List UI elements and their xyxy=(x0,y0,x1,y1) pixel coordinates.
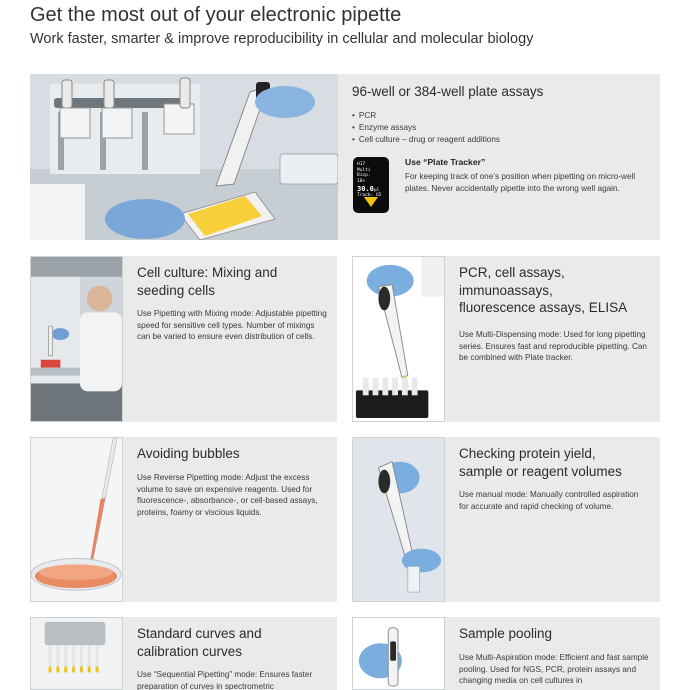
card-title: Sample pooling xyxy=(459,626,553,641)
display-line: H17 xyxy=(357,162,366,167)
photo-multichannel-pipettes-plate xyxy=(30,74,338,240)
title-line: Checking protein yield, xyxy=(459,446,596,461)
card-title: Avoiding bubbles xyxy=(137,446,240,461)
page-subtitle: Work faster, smarter & improve reproducibility in cellular and molecular biology xyxy=(30,31,534,47)
card-title xyxy=(137,625,262,660)
title-line: immunoassays, xyxy=(459,282,553,298)
card-protein-yield xyxy=(352,437,660,602)
card-body: Use “Sequential Pipetting” mode: Ensures faster preparation of curves in spectrometric xyxy=(137,670,313,690)
photo-pipette-tubes xyxy=(352,256,445,422)
bullet-item: • Cell culture – drug or reagent additions xyxy=(352,134,500,146)
tracker-screen xyxy=(357,162,385,199)
title-line: sample or reagent volumes xyxy=(459,463,622,479)
card-body: Use Multi-Dispensing mode: Used for long pipetting series. Ensures fast and reproducible pipetting. Can be combined with Plate tracker. xyxy=(459,330,647,363)
card-body: Use manual mode: Manually controlled aspiration for accurate and rapid checking of volume. xyxy=(459,490,639,511)
card-title: 96-well or 384-well plate assays xyxy=(352,84,544,99)
tracker-arrow-icon xyxy=(364,197,378,207)
card-cell-culture xyxy=(30,256,337,422)
card-standard-curves xyxy=(30,617,337,690)
title-line: seeding cells xyxy=(137,282,216,298)
title-line: Standard curves and xyxy=(137,626,262,641)
tracker-title: Use “Plate Tracker” xyxy=(405,157,486,167)
photo-pipette-gloves xyxy=(352,437,445,602)
title-line: PCR, cell assays, xyxy=(459,265,565,280)
display-line: Multi Disp. xyxy=(357,167,371,179)
card-body: Use Multi-Aspiration mode: Efficient and fast sample pooling. Used for NGS, PCR, protein assays and changing media on cell cultures in xyxy=(459,653,649,686)
card-title xyxy=(137,264,277,299)
card-title xyxy=(459,264,627,317)
plate-tracker-display-icon xyxy=(353,157,389,213)
display-unit: µl xyxy=(373,187,380,193)
card-sample-pooling xyxy=(352,617,660,690)
bullet-item: • Enzyme assays xyxy=(352,122,500,134)
card-avoiding-bubbles xyxy=(30,437,337,602)
display-line: G5 xyxy=(375,193,382,199)
photo-pipette-hand xyxy=(352,617,445,690)
plate-bullets xyxy=(352,110,500,146)
card-plate-assays xyxy=(30,74,660,240)
card-body: Use Reverse Pipetting mode: Adjust the excess volume to save on expensive reagents. Used for fluorescence-, absorbance-, or cell-based assays, proteins, foamy or viscious liquids. xyxy=(137,473,318,517)
bullet-item: • PCR xyxy=(352,110,500,122)
page-title: Get the most out of your electronic pipette xyxy=(30,4,402,26)
title-line: calibration curves xyxy=(137,643,243,659)
display-line: 10× xyxy=(357,178,366,184)
tracker-description: For keeping track of one’s position when pipetting on micro-well plates. Never accidentally pipette into the wrong well again. xyxy=(405,172,636,193)
display-line: Track: xyxy=(357,193,374,199)
title-line: fluorescence assays, ELISA xyxy=(459,300,628,316)
card-body: Use Pipetting with Mixing mode: Adjustable pipetting speed for sensitive cell types. Number of mixings can be varied to ensure even distribution of cells. xyxy=(137,309,327,342)
photo-petri-dish xyxy=(30,437,123,602)
photo-multichannel-tips xyxy=(30,617,123,690)
display-value: 30.0 xyxy=(357,184,374,193)
title-line: Cell culture: Mixing and xyxy=(137,265,278,280)
card-title xyxy=(459,445,622,480)
photo-scientist-hood xyxy=(30,256,123,422)
card-pcr-assays xyxy=(352,256,660,422)
